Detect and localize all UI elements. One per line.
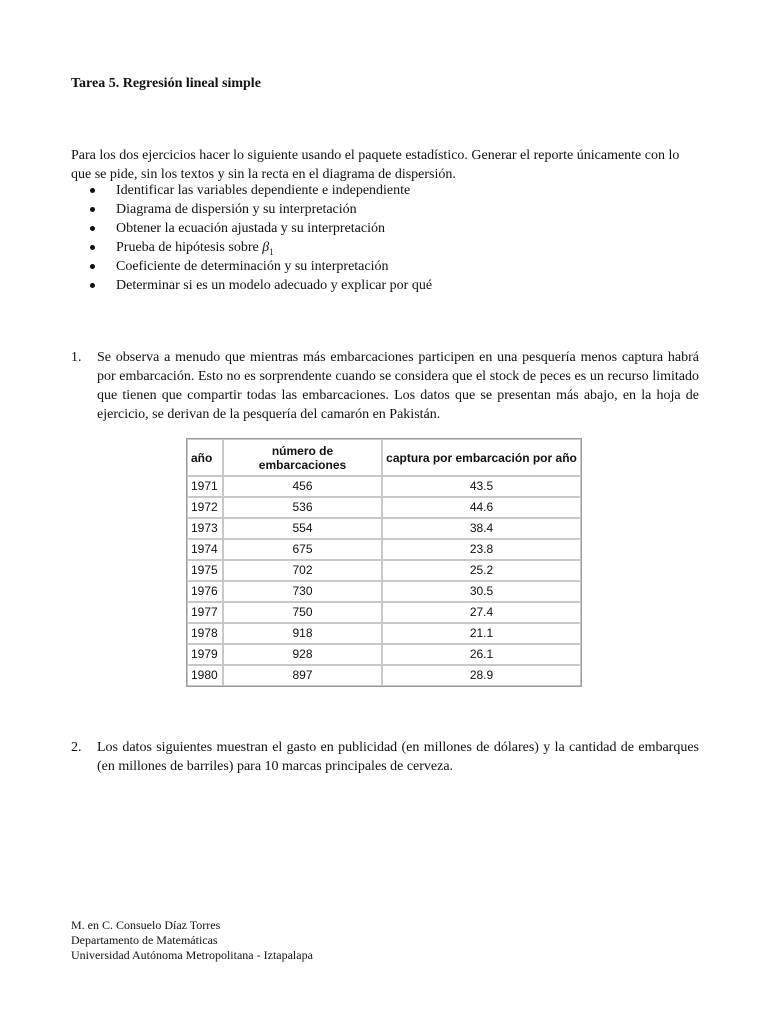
cell-year: 1973: [187, 518, 223, 539]
cell-catch: 30.5: [382, 581, 581, 602]
table-row: [187, 644, 581, 665]
intro-paragraph: Para los dos ejercicios hacer lo siguiente usando el paquete estadístico. Generar el reporte únicamente con lo que se pide, sin los textos y sin la recta en el diagrama de dispersión.: [71, 148, 680, 182]
cell-catch: 38.4: [382, 518, 581, 539]
table-row: [187, 476, 581, 497]
bullet-icon: [90, 245, 95, 250]
cell-year: 1975: [187, 560, 223, 581]
footer-university: Universidad Autónoma Metropolitana - Iztapalapa: [71, 948, 313, 962]
task-text: Determinar si es un modelo adecuado y explicar por qué: [116, 278, 433, 293]
cell-boats: 702: [223, 560, 382, 581]
cell-year: 1974: [187, 539, 223, 560]
footer-author: M. en C. Consuelo Díaz Torres: [71, 918, 221, 932]
cell-boats: 928: [223, 644, 382, 665]
cell-catch: 27.4: [382, 602, 581, 623]
beta-letter: β: [262, 240, 270, 255]
table-row: [187, 539, 581, 560]
bullet-icon: [90, 188, 95, 193]
cell-boats: 456: [223, 476, 382, 497]
column-header-catch: captura por embarcación por año: [382, 439, 581, 476]
cell-catch: 44.6: [382, 497, 581, 518]
cell-year: 1971: [187, 476, 223, 497]
column-header-year: año: [187, 439, 223, 476]
beta-one-symbol: [262, 240, 273, 255]
footer-department: Departamento de Matemáticas: [71, 933, 218, 947]
cell-boats: 554: [223, 518, 382, 539]
task-text: Obtener la ecuación ajustada y su interpretación: [116, 221, 385, 236]
table-row: [187, 665, 581, 686]
table-row: [187, 497, 581, 518]
cell-year: 1978: [187, 623, 223, 644]
list-item: [90, 238, 690, 257]
exercise-number: 2.: [71, 740, 82, 755]
exercise-number: 1.: [71, 350, 82, 365]
table-row: [187, 623, 581, 644]
bullet-icon: [90, 207, 95, 212]
task-text: Identificar las variables dependiente e independiente: [116, 183, 411, 198]
cell-boats: 750: [223, 602, 382, 623]
cell-boats: 536: [223, 497, 382, 518]
page-title: Tarea 5. Regresión lineal simple: [71, 76, 261, 91]
table-row: [187, 602, 581, 623]
bullet-icon: [90, 264, 95, 269]
table-row: [187, 581, 581, 602]
task-text: Prueba de hipótesis sobre: [116, 240, 259, 255]
list-item: [90, 181, 690, 200]
cell-year: 1976: [187, 581, 223, 602]
list-item: [90, 200, 690, 219]
list-item: [90, 257, 690, 276]
exercise-text: Se observa a menudo que mientras más embarcaciones participen en una pesquería menos captura habrá por embarcación. Esto no es sorprendente cuando se considera que el stock de peces es un recurso limitado que tienen que compartir todas las embarcaciones. Los datos que se presentan más abajo, en la hoja de ejercicio, se derivan de la pesquería del camarón en Pakistán.: [97, 350, 699, 422]
bullet-icon: [90, 283, 95, 288]
list-item: [90, 276, 690, 295]
task-list: [90, 181, 690, 295]
table-header-row: [187, 439, 581, 476]
cell-catch: 25.2: [382, 560, 581, 581]
fishery-data-table: [186, 438, 582, 687]
bullet-icon: [90, 226, 95, 231]
cell-year: 1979: [187, 644, 223, 665]
table-row: [187, 518, 581, 539]
cell-boats: 918: [223, 623, 382, 644]
cell-catch: 43.5: [382, 476, 581, 497]
task-text: Diagrama de dispersión y su interpretación: [116, 202, 357, 217]
page-footer: [71, 918, 313, 963]
cell-catch: 23.8: [382, 539, 581, 560]
exercise-text: Los datos siguientes muestran el gasto en publicidad (en millones de dólares) y la cantidad de embarques (en millones de barriles) para 10 marcas principales de cerveza.: [97, 740, 699, 774]
table-row: [187, 560, 581, 581]
task-text: Coeficiente de determinación y su interpretación: [116, 259, 389, 274]
cell-year: 1977: [187, 602, 223, 623]
cell-boats: 675: [223, 539, 382, 560]
column-header-boats: número de embarcaciones: [223, 439, 382, 476]
beta-subscript: 1: [269, 246, 274, 257]
cell-catch: 21.1: [382, 623, 581, 644]
cell-year: 1972: [187, 497, 223, 518]
cell-catch: 28.9: [382, 665, 581, 686]
cell-boats: 897: [223, 665, 382, 686]
list-item: [90, 219, 690, 238]
cell-catch: 26.1: [382, 644, 581, 665]
cell-boats: 730: [223, 581, 382, 602]
cell-year: 1980: [187, 665, 223, 686]
